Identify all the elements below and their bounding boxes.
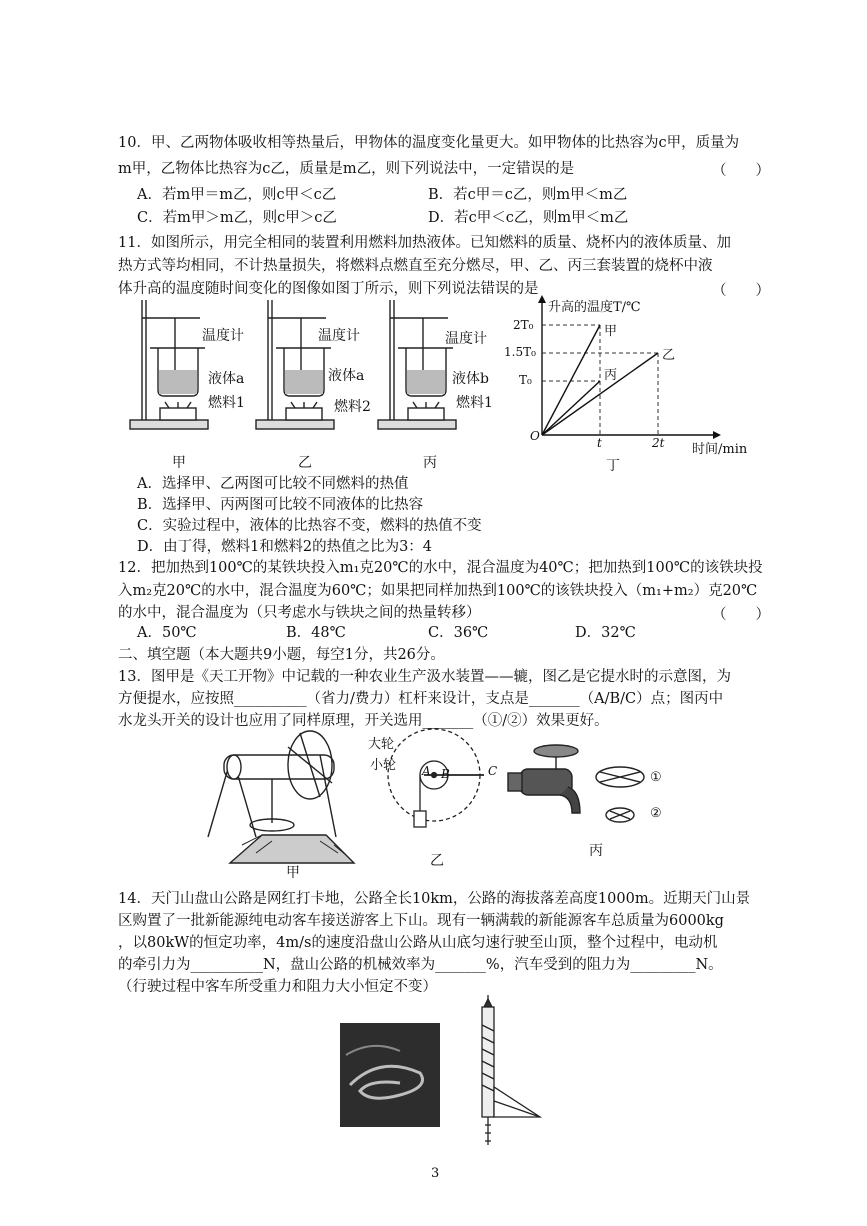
q13-line1: 13．图甲是《天工开物》中记载的一种农业生产汲水装置——辘，图乙是它提水时的示意图，为 (118, 669, 731, 685)
q14-line1: 14．天门山盘山公路是网红打卡地，公路全长10km，公路的海拔落差高度1000m。近期天门山景 (118, 891, 751, 907)
apparatus-jia (130, 300, 208, 429)
graph-tick-2t0: 2T₀ (513, 318, 534, 332)
bing-caption: 丙 (423, 455, 437, 471)
q11-option-b: B．选择甲、丙两图可比较不同液体的比热容 (137, 497, 424, 513)
q13-caption-jia: 甲 (286, 865, 300, 881)
q10-line2: m甲，乙物体比热容为c乙，质量是m乙，则下列说法中，一定错误的是 (118, 161, 575, 177)
switch-option-2-label: ② (650, 806, 662, 821)
faucet-bing (508, 745, 644, 822)
yi-liquid-label: 液体a (328, 368, 365, 384)
bing-fuel-label: 燃料1 (456, 395, 493, 411)
q13-figures (0, 725, 867, 865)
graph-xlabel: 时间/min (692, 442, 748, 457)
q13-caption-yi: 乙 (430, 853, 444, 869)
q12-option-c: C．36℃ (428, 625, 489, 641)
q13-line3: 水龙头开关的设计也应用了同样原理，开关选用_______（①/②）效果更好。 (118, 713, 609, 729)
graph-tick-2t: 2t (652, 436, 665, 450)
page-number: 3 (431, 1166, 440, 1181)
q13-line2: 方便提水，应按照__________（省力/费力）杠杆来设计，支点是_______（A/B/C）点；图丙中 (118, 691, 724, 707)
q10-answer-paren: （ ） (712, 163, 770, 179)
graph-tick-1-5t0: 1.5T₀ (504, 345, 536, 359)
bing-liquid-label: 液体b (452, 371, 489, 387)
mountain-road-photo (340, 1023, 440, 1127)
small-wheel-label: 小轮 (370, 758, 397, 773)
jia-liquid-label: 液体a (208, 371, 245, 387)
graph-label-bing: 丙 (604, 368, 618, 383)
graph-caption: 丁 (606, 458, 620, 474)
line-jia (542, 325, 600, 435)
q11-option-c: C．实验过程中，液体的比热容不变，燃料的热值不变 (137, 518, 482, 534)
switch-option-1-label: ① (650, 770, 662, 785)
q14-line5: （行驶过程中客车所受重力和阻力大小恒定不变） (118, 979, 437, 995)
q11-line1: 11．如图所示，用完全相同的装置利用燃料加热液体。已知燃料的质量、烧杯内的液体质量、加 (118, 235, 731, 251)
q12-line3: 的水中，混合温度为（只考虑水与铁块之间的热量转移） (118, 605, 481, 621)
point-c-label: C (488, 764, 498, 778)
q11-answer-paren: （ ） (712, 283, 770, 299)
jia-caption: 甲 (172, 455, 186, 471)
section-2-heading: 二、填空题（本大题共9小题，每空1分，共26分。 (118, 647, 445, 663)
yi-thermometer-label: 温度计 (318, 328, 360, 344)
q12-option-d: D．32℃ (575, 625, 636, 641)
y-axis-arrow (538, 295, 546, 303)
q14-line3: ，以80kW的恒定功率，4m/s的速度沿盘山公路从山底匀速行驶至山顶，整个过程中，电动机 (118, 935, 718, 951)
graph-label-yi: 乙 (662, 348, 676, 363)
q10-option-c: C．若m甲＞m乙，则c甲＞c乙 (137, 210, 337, 226)
q11-option-d: D．由丁得，燃料1和燃料2的热值之比为3：4 (137, 539, 433, 555)
graph-ylabel: 升高的温度T/℃ (548, 300, 641, 315)
q14-line4: 的牵引力为__________N，盘山公路的机械效率为_______%，汽车受到的阻力为_________N。 (118, 957, 723, 973)
graph-tick-t: t (597, 436, 602, 450)
apparatus-yi (256, 300, 334, 429)
q14-line2: 区购置了一批新能源纯电动客车接送游客上下山。现有一辆满载的新能源客车总质量为6000kg (118, 913, 724, 929)
graph-origin: O (530, 429, 540, 443)
point-a-label: A (422, 764, 431, 778)
apparatus-bing (378, 300, 456, 429)
windlass-yi (388, 729, 484, 827)
q11-line2: 热方式等均相同，不计热量损失，将燃料点燃直至充分燃尽，甲、乙、丙三套装置的烧杯中液 (118, 258, 713, 274)
point-b-label: B (441, 767, 450, 781)
q10-option-b: B．若c甲＝c乙，则m甲＜m乙 (428, 187, 628, 203)
q13-caption-bing: 丙 (589, 843, 603, 859)
q12-option-b: B．48℃ (286, 625, 346, 641)
graph-tick-t0: T₀ (519, 373, 532, 387)
graph-label-jia: 甲 (604, 324, 618, 339)
q12-answer-paren: （ ） (712, 607, 770, 623)
windlass-jia (208, 731, 354, 863)
jia-fuel-label: 燃料1 (208, 395, 245, 411)
big-wheel-label: 大轮 (368, 737, 395, 752)
q12-line1: 12．把加热到100℃的某铁块投入m₁克20℃的水中，混合温度为40℃；把加热到100℃的该铁块投 (118, 560, 763, 576)
q11-temperature-graph (528, 295, 748, 455)
jia-thermometer-label: 温度计 (202, 328, 244, 344)
q10-line1: 10．甲、乙两物体吸收相等热量后，甲物体的温度变化量更大。如甲物体的比热容为c甲，质量为 (118, 135, 740, 151)
q10-option-a: A．若m甲＝m乙，则c甲＜c乙 (137, 187, 337, 203)
yi-caption: 乙 (298, 455, 312, 471)
q12-line2: 入m₂克20℃的水中，混合温度为60℃；如果把同样加热到100℃的该铁块投入（m₁+m₂）克20℃ (118, 583, 758, 599)
bing-thermometer-label: 温度计 (445, 331, 487, 347)
q11-option-a: A．选择甲、乙两图可比较不同燃料的热值 (137, 476, 409, 492)
q12-option-a: A．50℃ (137, 625, 197, 641)
q14-figures (0, 995, 867, 1155)
line-bing (542, 381, 600, 435)
yi-fuel-label: 燃料2 (334, 399, 371, 415)
screw-inclined-plane-diagram (482, 995, 540, 1145)
q11-line3: 体升高的温度随时间变化的图像如图丁所示，则下列说法错误的是 (118, 281, 539, 297)
q10-option-d: D．若c甲＜c乙，则m甲＜m乙 (428, 210, 629, 226)
line-yi (542, 353, 658, 435)
